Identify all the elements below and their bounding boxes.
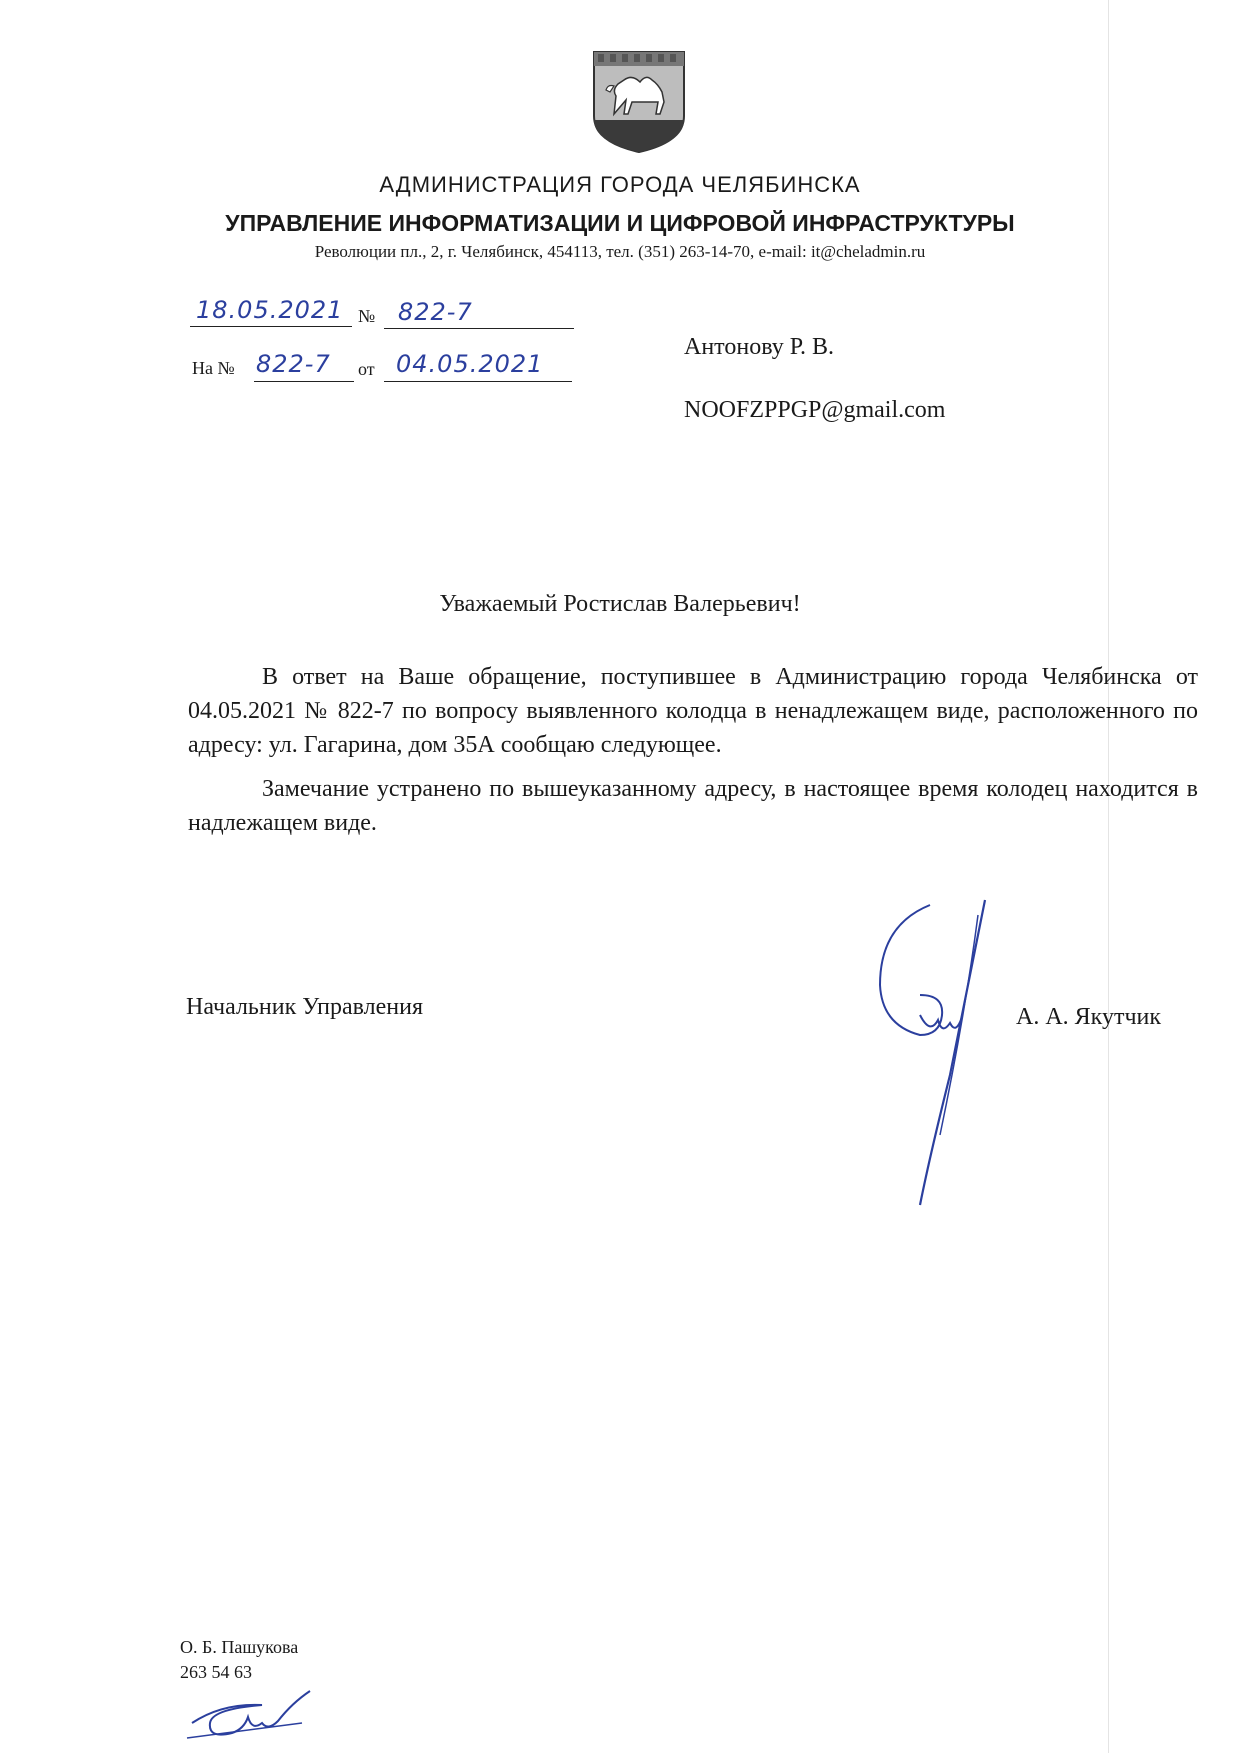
signer-name: А. А. Якутчик [1016,1004,1162,1030]
department-address: Революции пл., 2, г. Челябинск, 454113, тел. (351) 263-14-70, e-mail: it@cheladmin.ru [314,242,926,261]
letter-body [188,660,1198,850]
recipient-email: NOOFZPPGP@gmail.com [684,397,946,423]
department-name: УПРАВЛЕНИЕ ИНФОРМАТИЗАЦИИ И ЦИФРОВОЙ ИНФРАСТРУКТУРЫ [225,210,1015,236]
coat-of-arms-icon [592,50,686,154]
reference-date-underline [384,381,572,382]
date-underline [190,326,352,327]
paragraph: Замечание устранено по вышеуказанному адресу, в настоящее время колодец находится в надлежащем виде. [188,776,1198,836]
organization-line: АДМИНИСТРАЦИЯ ГОРОДА ЧЕЛЯБИНСКА [379,172,861,197]
signer-title: Начальник Управления [186,994,423,1020]
executor-name: О. Б. Пашукова [180,1637,299,1657]
handwritten-signature-icon [860,895,1010,1215]
reference-from-label: от [358,359,375,379]
number-underline [384,328,574,329]
paragraph: В ответ на Ваше обращение, поступившее в Администрацию города Челябинска от 04.05.2021 № 822-7 по вопросу выявленного колодца в ненадлежащем виде, расположенного по адресу: ул. Гагарина, дом 35А сообщаю следующее. [188,664,1198,758]
recipient-name: Антонову Р. В. [684,334,835,360]
greeting: Уважаемый Ростислав Валерьевич! [439,591,801,617]
executor-signature-icon [182,1683,332,1743]
reference-number: 822-7 [256,350,331,378]
reference-date: 04.05.2021 [396,350,544,378]
executor-phone: 263 54 63 [180,1662,252,1682]
outgoing-date: 18.05.2021 [196,296,344,324]
number-label: № [358,306,376,326]
page-margin-line [1108,0,1109,1753]
reference-label: На № [192,358,235,378]
outgoing-number: 822-7 [398,298,473,326]
reference-underline [254,381,354,382]
